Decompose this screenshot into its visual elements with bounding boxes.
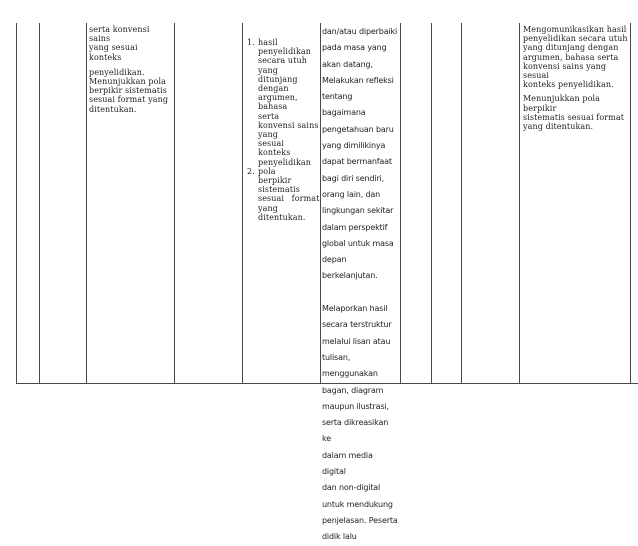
table-cell-numbered-list <box>246 38 320 222</box>
text-line: global untuk masa <box>322 238 394 248</box>
text-line: untuk mendukung <box>322 499 393 509</box>
table-cell-competency-continued <box>89 25 171 114</box>
text-line: serta konvensi sains <box>89 25 150 44</box>
text-line: Melaporkan hasil <box>322 304 388 314</box>
list-number: 2. <box>247 166 255 176</box>
text-line: sesuai format yang <box>89 95 169 105</box>
text-line: yang ditentukan. <box>523 122 594 132</box>
text-line: lingkungan sekitar <box>322 206 394 216</box>
table-column-divider <box>174 23 175 384</box>
numbered-list <box>246 38 320 222</box>
text-line: penyelidikan <box>258 47 312 57</box>
text-line: ditentukan. <box>89 104 137 114</box>
text-line: bagi diri sendiri, <box>322 173 384 183</box>
text-line: tulisan, <box>322 352 351 362</box>
text-line: ditentukan. <box>258 212 306 222</box>
table-column-divider <box>519 23 520 384</box>
text-line: yang sesuai <box>258 130 285 149</box>
text-line: pola berpikir <box>258 166 292 186</box>
list-item <box>246 38 320 167</box>
text-line: didik lalu <box>322 532 357 542</box>
table-column-divider <box>461 23 462 384</box>
text-line: argumen, <box>258 93 298 103</box>
table-cell-activity-description <box>322 24 398 546</box>
text-line: yang ditunjang <box>258 65 298 84</box>
text-line: penyelidikan. <box>89 67 145 77</box>
text-line: bahasa serta <box>258 102 288 121</box>
list-item <box>246 167 320 222</box>
text-line: secara utuh <box>258 56 307 66</box>
text-line: akan datang, <box>322 59 373 69</box>
text-line: yang sesuai konteks <box>89 43 138 62</box>
text-line: orang lain, dan <box>322 189 381 199</box>
table-cell-learning-outcome <box>523 25 628 131</box>
text-line: penyelidikan <box>258 157 312 167</box>
text-line: Menunjukkan pola berpikir <box>523 94 601 113</box>
list-number: 1. <box>247 38 255 47</box>
table-column-divider <box>400 23 401 384</box>
text-line: yang <box>258 203 278 213</box>
text-line: Menunjukkan pola <box>89 77 167 87</box>
text-line: berpikir sistematis <box>89 86 167 96</box>
table-column-divider <box>320 23 321 384</box>
text-line: penjelasan. Peserta <box>322 515 398 525</box>
text-line: maupun ilustrasi, <box>322 401 389 411</box>
text-line: argumen, bahasa serta <box>523 52 619 62</box>
text-line: konteks <box>258 148 291 158</box>
text-line: dalam perspektif <box>322 222 388 232</box>
text-line: dan non-digital <box>322 483 381 493</box>
text-line: dalam media digital <box>322 450 373 477</box>
text-line: serta dikreasikan ke <box>322 418 389 444</box>
text-line: depan berkelanjutan. <box>322 255 378 281</box>
text-line: hasil <box>258 38 278 47</box>
table-column-divider <box>630 23 631 384</box>
text-line: konteks penyelidikan. <box>523 80 614 90</box>
text-line: bagan, diagram <box>322 385 384 395</box>
table-column-divider <box>39 23 40 384</box>
text-line: secara terstruktur <box>322 320 392 330</box>
text-line: penyelidikan secara utuh <box>523 34 628 44</box>
text-line: konvensi sains yang sesuai <box>523 61 607 81</box>
text-line: konvensi sains <box>258 120 319 130</box>
text-line: yang ditunjang dengan <box>523 43 619 53</box>
table-column-divider <box>86 23 87 384</box>
text-line: tentang bagaimana <box>322 92 366 118</box>
table-border-left <box>16 23 17 384</box>
table-column-divider <box>431 23 432 384</box>
text-line: sistematis <box>258 185 300 195</box>
text-line: pengetahuan baru <box>322 124 394 134</box>
table-column-divider <box>242 23 243 384</box>
text-line: sistematis sesuai format <box>523 112 625 122</box>
text-line: dapat bermanfaat <box>322 157 392 167</box>
text-line: sesuai format <box>258 194 320 204</box>
text-line: melalui lisan atau <box>322 336 391 346</box>
text-line: pada masa yang <box>322 43 387 53</box>
text-line: Melakukan refleksi <box>322 75 394 85</box>
paragraph-gap <box>322 285 398 301</box>
text-line: dengan <box>258 84 289 94</box>
text-line: dan/atau diperbaiki <box>322 27 398 36</box>
text-line: menggunakan <box>322 369 378 379</box>
text-line: Mengomunikasikan hasil <box>523 25 627 34</box>
text-line: yang dimilikinya <box>322 141 386 151</box>
